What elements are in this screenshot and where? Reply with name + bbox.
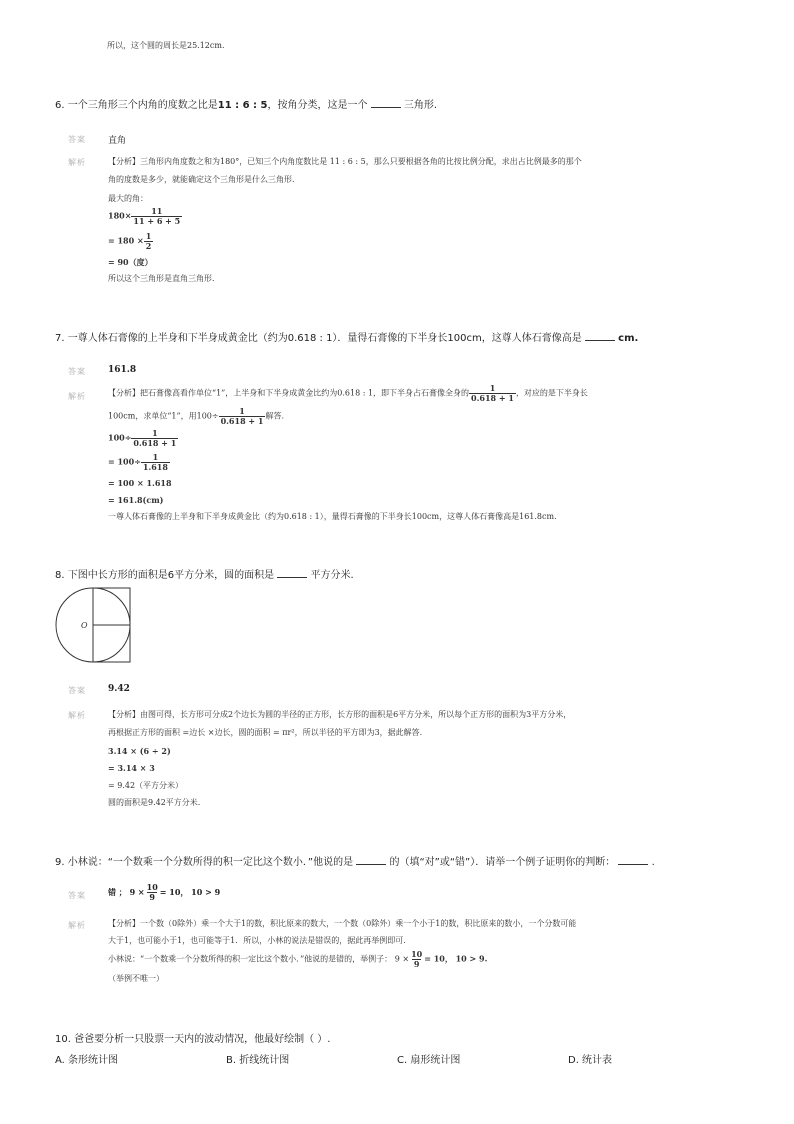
q6-analysis-line-2: 角的度数是多少，就能确定这个三角形是什么三角形. bbox=[108, 175, 295, 184]
q9-answer-fraction: $\frac{10}{9}$ bbox=[146, 882, 158, 902]
q10-option-c[interactable]: C. 扇形统计图 bbox=[397, 1055, 461, 1066]
q6-analysis-line-1: 【分析】三角形内角度数之和为180°，已知三个内角度数比是 11 : 6 : 5，那么只要根据各角的比按比例分配，求出占比例最多的那个 bbox=[108, 157, 582, 166]
q6-equation-3: = 90（度） bbox=[108, 257, 153, 267]
q9-analysis-line-2: 大于1，也可能小于1，也可能等于1．所以，小林的说法是错误的，据此再举例即可. bbox=[108, 936, 406, 945]
q8-analysis-line-1: 【分析】由图可得，长方形可分成2个边长为圆的半径的正方形，长方形的面积是6平方分米，所以每个正方形的面积为3平方分米， bbox=[108, 710, 572, 719]
q6-end: 三角形. bbox=[403, 100, 438, 111]
q6-fraction-1: $\frac{11}{11 + 6 + 5}$ bbox=[133, 206, 181, 226]
q10-option-d[interactable]: D. 统计表 bbox=[568, 1055, 613, 1066]
question-6 bbox=[55, 96, 437, 111]
q7-fraction-e2: $\frac{1}{1.618}$ bbox=[142, 452, 168, 472]
q7-equation-4: = 161.8(cm) bbox=[108, 495, 164, 505]
q9-analysis-line-3: 小林说：“一个数乘一个分数所得的积一定比这个数小．”他说的是错的，举例子： 9 × $\frac{10}{9}$ = 10， 10 > 9. bbox=[108, 949, 488, 969]
q7-analysis-label: 解析 bbox=[68, 392, 86, 401]
q6-equation-1: 180× $\frac{11}{11 + 6 + 5}$ bbox=[108, 206, 181, 226]
q7-equation-2: = 100÷ $\frac{1}{1.618}$ bbox=[108, 452, 168, 472]
q6-prefix: 6. 一个三角形三个内角的度数之比是 bbox=[55, 100, 218, 111]
q6-answer-label: 答案 bbox=[68, 135, 86, 144]
q7-conclusion: 一尊人体石膏像的上半身和下半身成黄金比（约为0.618 : 1），量得石膏像的下半身长100cm，这尊人体石膏像高是161.8cm. bbox=[108, 512, 557, 521]
q7-fraction-a1: $\frac{1}{0.618 + 1}$ bbox=[471, 383, 514, 403]
q7-equation-3: = 100 × 1.618 bbox=[108, 478, 172, 488]
q6-equation-2: = 180 × $\frac{1}{2}$ bbox=[108, 231, 152, 251]
q8-answer: 9.42 bbox=[108, 684, 130, 694]
q10-option-a[interactable]: A. 条形统计图 bbox=[55, 1055, 119, 1066]
q9-blank-2[interactable] bbox=[618, 856, 648, 865]
q9-answer-label: 答案 bbox=[68, 891, 86, 900]
q6-analysis-line-3: 最大的角： bbox=[108, 194, 148, 203]
question-8: 8. 下图中长方形的面积是6平方分米，圆的面积是 平方分米. bbox=[55, 570, 354, 581]
q6-fraction-2: $\frac{1}{2}$ bbox=[145, 231, 152, 251]
q8-answer-label: 答案 bbox=[68, 686, 86, 695]
q9-analysis-label: 解析 bbox=[68, 921, 86, 930]
q8-equation-1: 3.14 × (6 ÷ 2) bbox=[108, 746, 171, 756]
q9-note: （举例不唯一） bbox=[108, 974, 164, 983]
question-9: 9. 小林说：“一个数乘一个分数所得的积一定比这个数小．”他说的是 的（填“对”或“错”）．请举一个例子证明你的判断： . bbox=[55, 857, 655, 868]
q8-analysis-label: 解析 bbox=[68, 711, 86, 720]
q8-blank[interactable] bbox=[277, 569, 307, 578]
q8-analysis-line-2: 再根据正方形的面积 =边长 ×边长，圆的面积 = πr²，所以半径的平方即为3，据此解答. bbox=[108, 728, 423, 737]
q7-analysis-line-2: 100cm，求单位“1”，用100÷ $\frac{1}{0.618 + 1}$ 解答. bbox=[108, 406, 285, 426]
q7-answer: 161.8 bbox=[108, 365, 137, 375]
q7-blank[interactable] bbox=[585, 332, 615, 341]
q6-answer: 直角 bbox=[108, 136, 127, 146]
previous-conclusion: 所以，这个圆的周长是25.12cm. bbox=[107, 41, 225, 50]
q6-conclusion: 所以这个三角形是直角三角形. bbox=[108, 274, 215, 283]
q7-analysis-line-1: 【分析】把石膏像高看作单位“1”，上半身和下半身成黄金比约为0.618 : 1，即下半身占石膏像全身的 $\frac{1}{0.618 + 1}$ ，对应的是下半身长 bbox=[108, 383, 588, 403]
q6-blank[interactable] bbox=[371, 99, 401, 108]
q7-equation-1: 100÷ $\frac{1}{0.618 + 1}$ bbox=[108, 428, 177, 448]
question-7: 7. 一尊人体石膏像的上半身和下半身成黄金比（约为0.618 : 1）．量得石膏像的下半身长100cm，这尊人体石膏像高是 cm. bbox=[55, 333, 639, 344]
question-10: 10. 爸爸要分析一只股票一天内的波动情况，他最好绘制（ ）. bbox=[55, 1034, 331, 1045]
q9-blank-1[interactable] bbox=[356, 856, 386, 865]
q7-fraction-a2: $\frac{1}{0.618 + 1}$ bbox=[220, 406, 264, 426]
figure-center-label: O bbox=[81, 621, 88, 630]
q9-answer: 错 ； 9 × $\frac{10}{9}$ = 10， 10 > 9 bbox=[108, 882, 221, 902]
q8-equation-2: = 3.14 × 3 bbox=[108, 763, 155, 773]
q9-analysis-line-1: 【分析】一个数（0除外）乘一个大于1的数，积比原来的数大，一个数（0除外）乘一个小于1的数，积比原来的数小，一个分数可能 bbox=[108, 919, 577, 928]
q7-fraction-e1: $\frac{1}{0.618 + 1}$ bbox=[133, 428, 177, 448]
q6-analysis-label: 解析 bbox=[68, 158, 86, 167]
q9-analysis-fraction: $\frac{10}{9}$ bbox=[411, 949, 423, 969]
q6-suffix: ，按角分类，这是一个 bbox=[267, 100, 368, 111]
q8-equation-3: = 9.42（平方分米） bbox=[108, 781, 184, 790]
q7-answer-label: 答案 bbox=[68, 367, 86, 376]
circle-rectangle-figure bbox=[53, 587, 135, 667]
q6-ratio: 11 : 6 : 5 bbox=[217, 100, 268, 111]
q8-conclusion: 圆的面积是9.42平方分米. bbox=[108, 798, 201, 807]
q10-option-b[interactable]: B. 折线统计图 bbox=[226, 1055, 290, 1066]
